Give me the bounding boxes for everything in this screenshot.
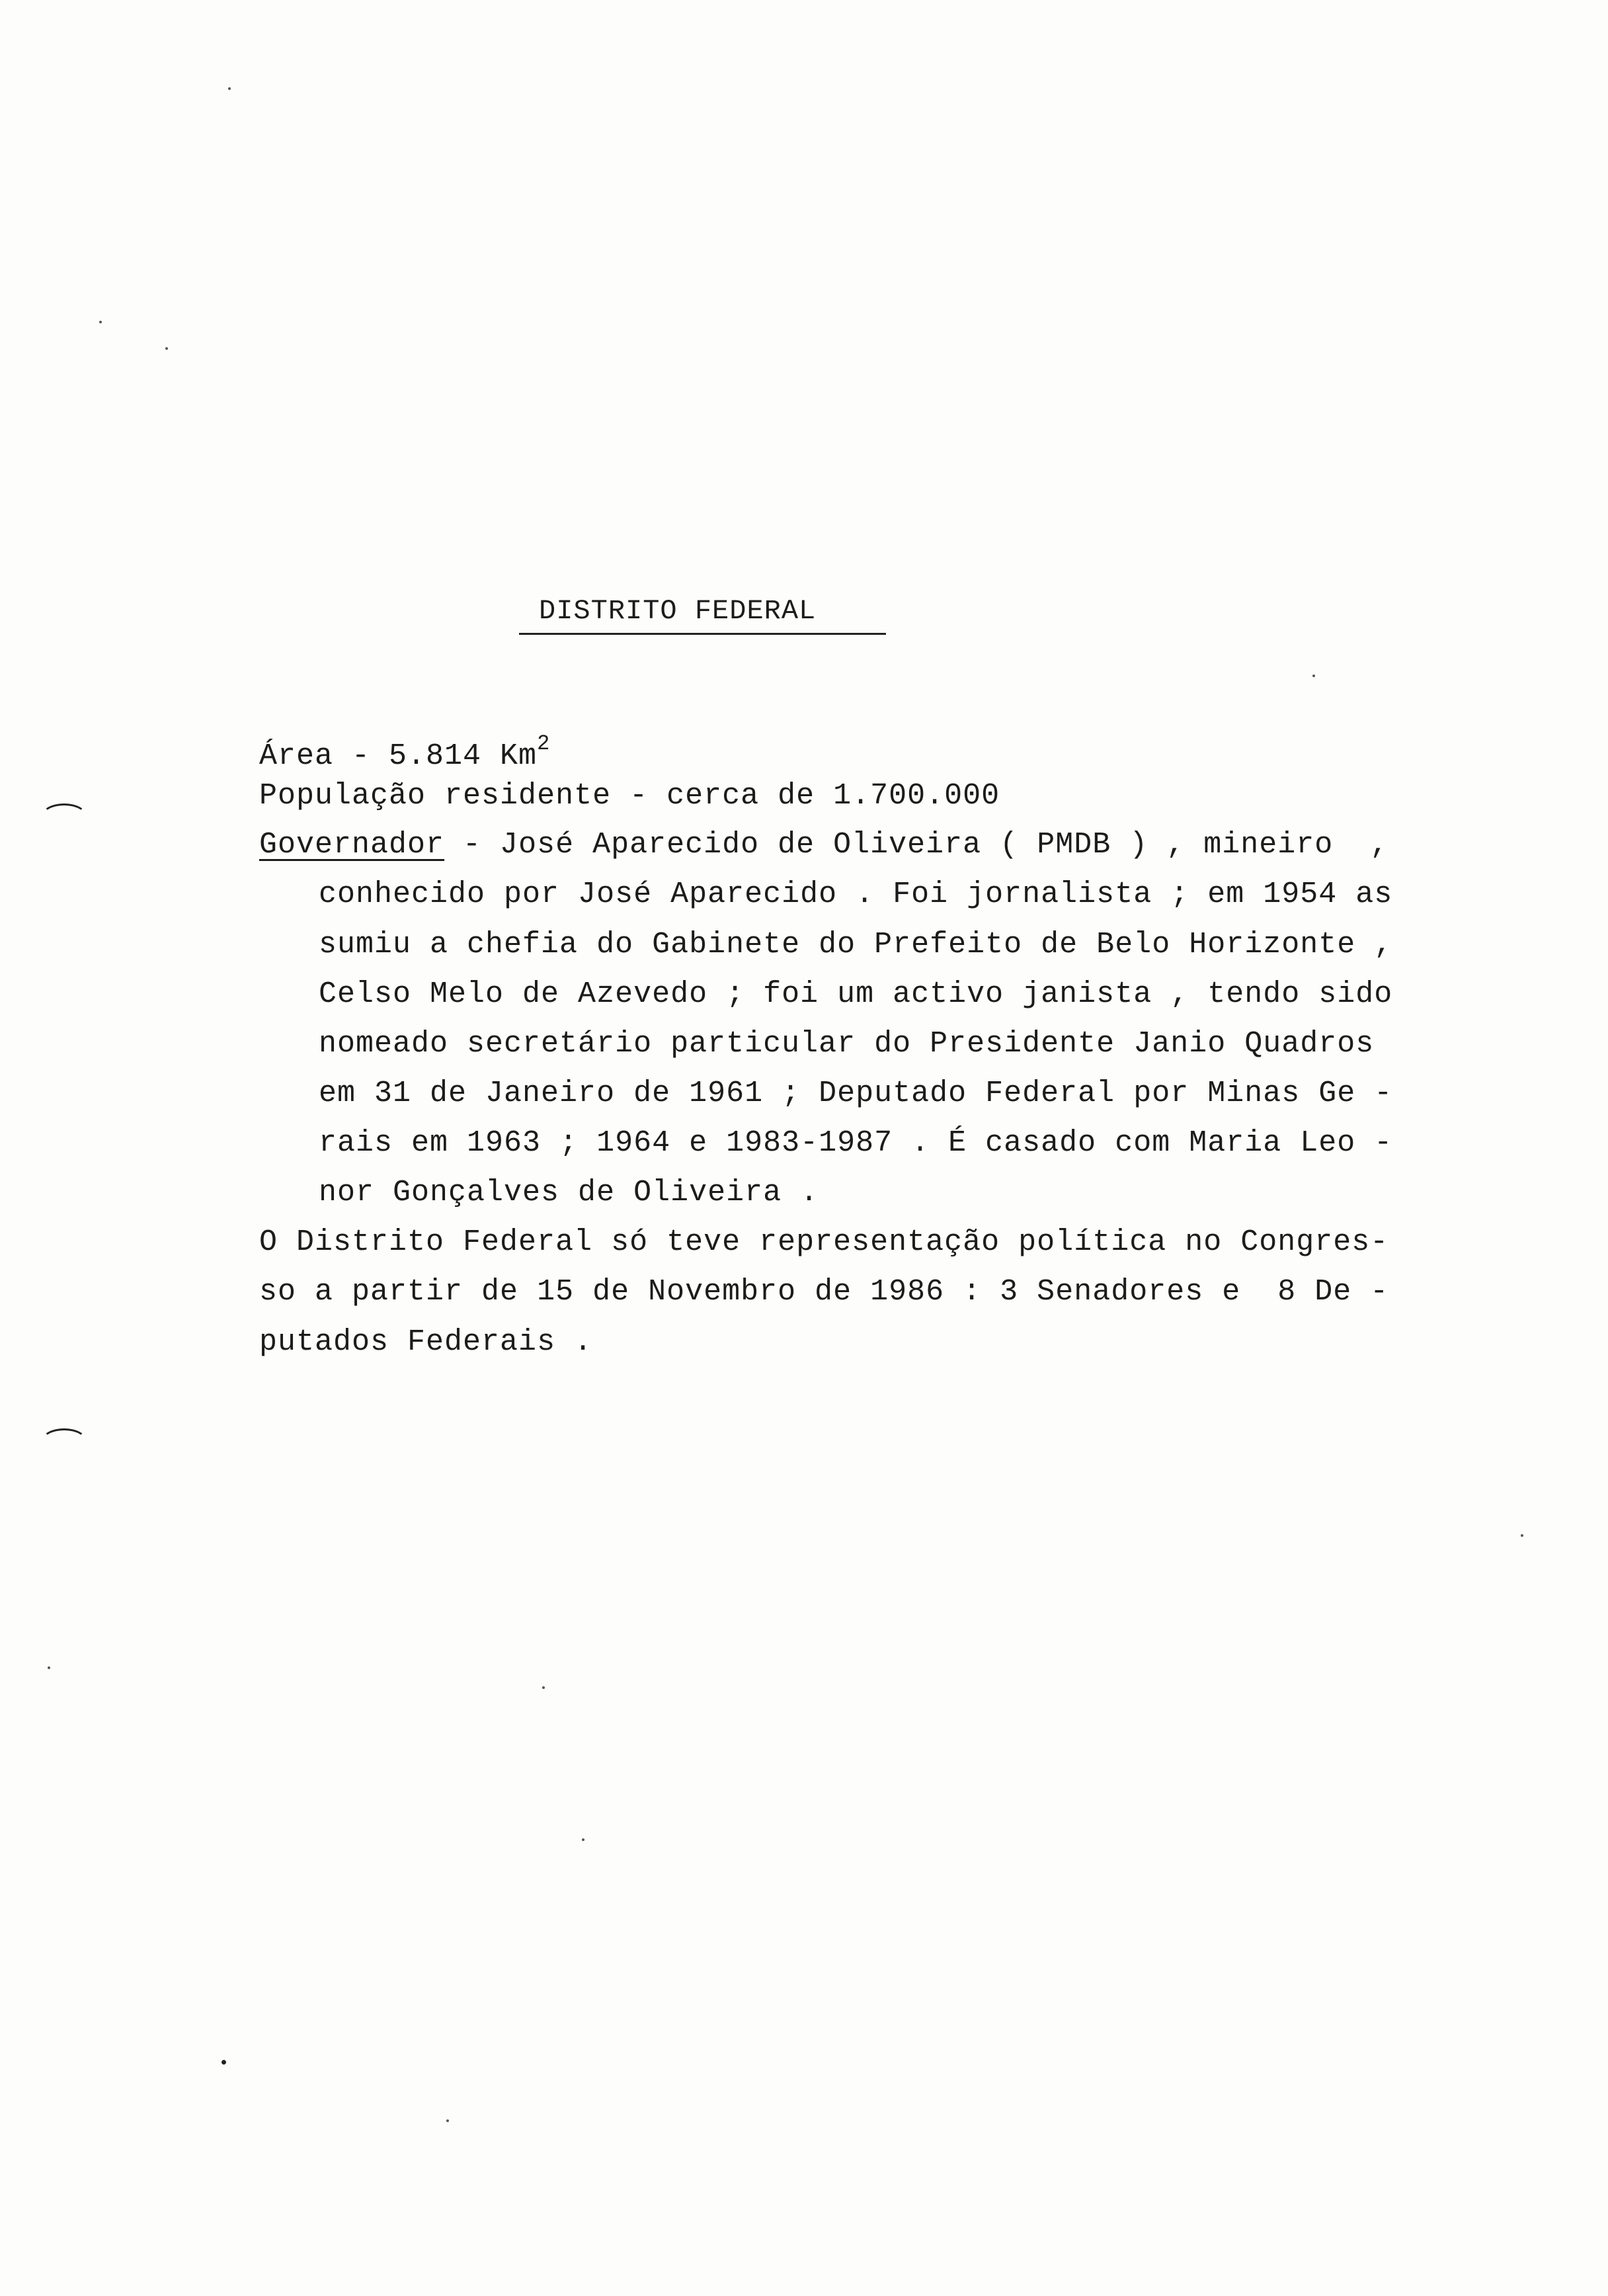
df-line-1: O Distrito Federal só teve representação política no Congres- — [259, 1225, 1389, 1259]
area-text: Área - 5.814 Km — [259, 739, 538, 773]
scan-speck — [228, 87, 231, 90]
governor-line-1 — [259, 828, 1388, 862]
scan-speck — [99, 321, 102, 323]
title-underline — [519, 633, 886, 635]
scan-speck — [48, 1666, 50, 1669]
df-line-2: so a partir de 15 de Novembro de 1986 : 3 Senadores e 8 De - — [259, 1275, 1389, 1309]
governor-line-1-text: - José Aparecido de Oliveira ( PMDB ) , mineiro , — [444, 828, 1389, 862]
document-title: DISTRITO FEDERAL — [539, 595, 817, 627]
governor-line-7: rais em 1963 ; 1964 e 1983-1987 . É casado com Maria Leo - — [319, 1126, 1393, 1160]
scan-speck — [221, 2060, 226, 2065]
scan-speck — [1312, 675, 1315, 677]
scan-speck — [542, 1686, 545, 1689]
scan-speck — [446, 2119, 449, 2122]
area-line — [259, 731, 551, 773]
population-line: População residente - cerca de 1.700.000 — [259, 779, 1000, 813]
governor-line-2: conhecido por José Aparecido . Foi jornalista ; em 1954 as — [319, 878, 1393, 911]
scan-speck — [1521, 1534, 1523, 1537]
governor-label: Governador — [259, 828, 445, 862]
governor-line-8: nor Gonçalves de Oliveira . — [319, 1176, 819, 1210]
area-superscript: 2 — [537, 731, 551, 756]
governor-line-5: nomeado secretário particular do Presidente Janio Quadros — [319, 1027, 1375, 1061]
scan-speck — [582, 1838, 584, 1841]
df-line-3: putados Federais . — [259, 1325, 593, 1359]
scan-speck — [165, 347, 168, 350]
binding-mark-bottom — [41, 1428, 87, 1455]
governor-line-4: Celso Melo de Azevedo ; foi um activo janista , tendo sido — [319, 977, 1393, 1011]
governor-line-6: em 31 de Janeiro de 1961 ; Deputado Federal por Minas Ge - — [319, 1077, 1393, 1110]
governor-line-3: sumiu a chefia do Gabinete do Prefeito de Belo Horizonte , — [319, 928, 1393, 962]
binding-mark-top — [41, 803, 87, 830]
